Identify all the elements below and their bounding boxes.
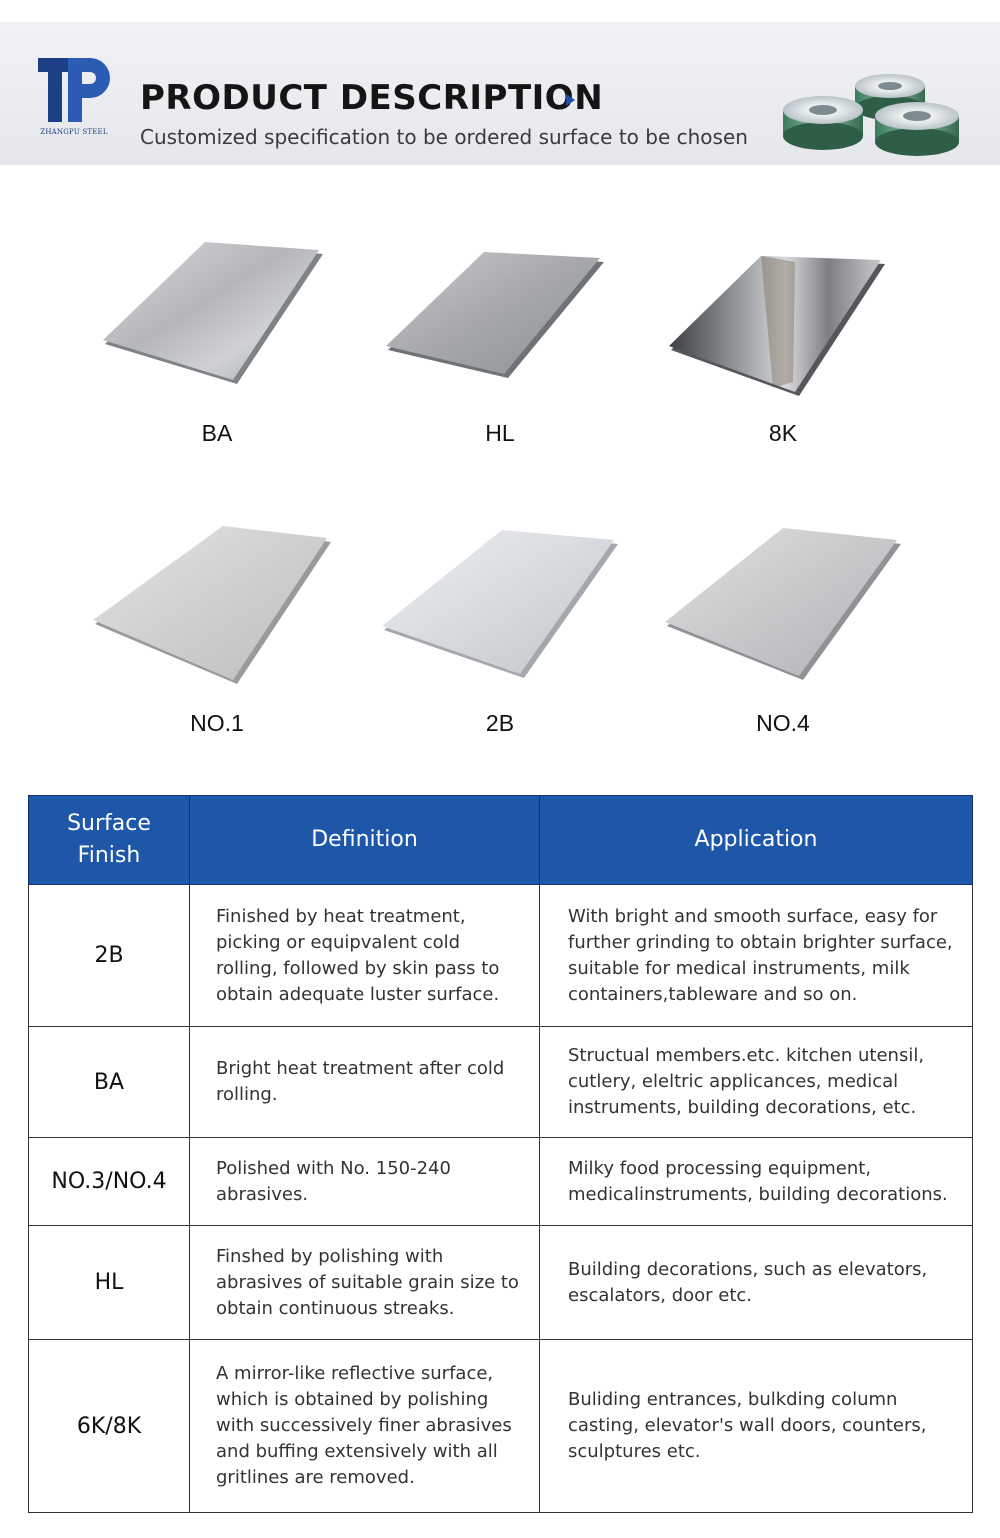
hl-plate-image (360, 232, 640, 402)
table-row (29, 1340, 973, 1513)
finish-label: NO.4 (756, 710, 810, 736)
table-row (29, 1226, 973, 1340)
header-definition: Definition (190, 796, 540, 885)
finish-sample-8k (643, 232, 923, 452)
header-application: Application (540, 796, 973, 885)
header-label: Surface Finish (67, 811, 151, 868)
definition-cell: Finshed by polishing with abrasives of suitable grain size to obtain continuous streaks. (190, 1226, 540, 1340)
page-title: PRODUCT DESCRIPTION (140, 78, 604, 118)
finish-cell: BA (29, 1027, 190, 1138)
finish-sample-no4 (643, 522, 923, 742)
finish-cell: NO.3/NO.4 (29, 1138, 190, 1226)
definition-cell: A mirror-like reflective surface, which is obtained by polishing with successively finer abrasives and buffing extensively with all gritlines are removed. (190, 1340, 540, 1513)
finish-sample-no1 (77, 522, 357, 742)
application-cell: Buliding entrances, bulkding column casting, elevator's wall doors, counters, sculptures etc. (540, 1340, 973, 1513)
application-cell: Building decorations, such as elevators, escalators, door etc. (540, 1226, 973, 1340)
table-row (29, 885, 973, 1027)
application-cell: Structual members.etc. kitchen utensil, cutlery, eleltric applicances, medical instruments, building decorations, etc. (540, 1027, 973, 1138)
8k-plate-image (643, 232, 923, 402)
2b-plate-image (360, 522, 640, 692)
header-banner (0, 22, 1000, 165)
table-header-row (29, 796, 973, 885)
finish-cell: HL (29, 1226, 190, 1340)
finish-sample-ba (77, 232, 357, 452)
page-subtitle: Customized specification to be ordered surface to be chosen (140, 125, 748, 149)
no4-plate-image (643, 522, 923, 692)
finish-label: 8K (768, 420, 798, 446)
finish-label: NO.1 (190, 710, 244, 736)
finish-sample-hl (360, 232, 640, 452)
header-surface-finish (29, 796, 190, 885)
surface-finish-table (28, 795, 973, 1513)
application-cell: Milky food processing equipment, medicalinstruments, building decorations. (540, 1138, 973, 1226)
finish-sample-2b (360, 522, 640, 742)
no1-plate-image (77, 522, 357, 692)
definition-cell: Polished with No. 150-240 abrasives. (190, 1138, 540, 1226)
zhangpu-logo (38, 58, 110, 138)
finish-label: 2B (485, 710, 515, 736)
definition-cell: Finished by heat treatment, picking or equipvalent cold rolling, followed by skin pass to obtain adequate luster surface. (190, 885, 540, 1027)
finish-label: HL (485, 420, 515, 446)
logo-wordmark: ZHANGPU STEEL (40, 128, 108, 136)
table-row (29, 1027, 973, 1138)
definition-cell: Bright heat treatment after cold rolling. (190, 1027, 540, 1138)
finish-label: BA (201, 420, 233, 446)
steel-coils-image (775, 66, 975, 166)
ba-plate-image (77, 232, 357, 402)
caret-right-icon (566, 94, 575, 106)
application-cell: With bright and smooth surface, easy for further grinding to obtain brighter surface, suitable for medical instruments, milk containers,tableware and so on. (540, 885, 973, 1027)
finish-cell: 6K/8K (29, 1340, 190, 1513)
table-row (29, 1138, 973, 1226)
finish-cell: 2B (29, 885, 190, 1027)
